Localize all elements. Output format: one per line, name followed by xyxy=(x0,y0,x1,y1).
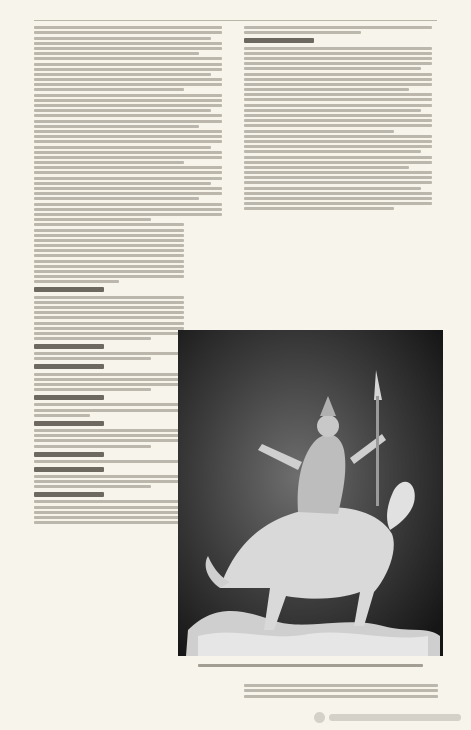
statue-photo xyxy=(178,330,443,656)
figure-caption xyxy=(198,664,423,667)
running-head xyxy=(34,6,437,21)
watermark-logo-icon xyxy=(314,712,325,723)
right-column-bottom xyxy=(244,682,438,708)
right-column xyxy=(244,24,432,324)
statue-figure xyxy=(178,330,443,670)
watermark xyxy=(311,710,461,724)
entry-head xyxy=(244,37,432,44)
entry-head xyxy=(34,286,222,293)
watermark-text xyxy=(329,714,461,721)
